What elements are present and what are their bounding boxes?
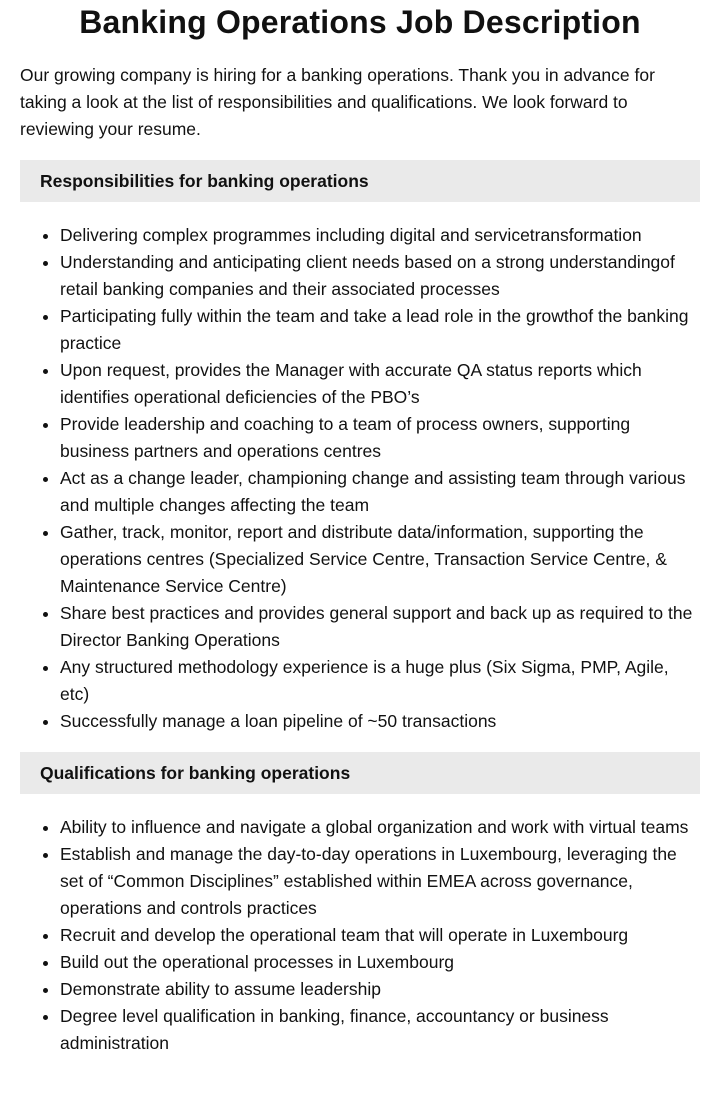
list-item: • Recruit and develop the operational team that will operate in Luxembourg: [60, 922, 700, 949]
list-item: • Degree level qualification in banking, finance, accountancy or business administration: [60, 1003, 700, 1057]
list-item: • Any structured methodology experience is a huge plus (Six Sigma, PMP, Agile, etc): [60, 654, 700, 708]
list-item: • Understanding and anticipating client needs based on a strong understandingof retail banking companies and their associated processes: [60, 249, 700, 303]
list-item: • Demonstrate ability to assume leadership: [60, 976, 700, 1003]
list-item: • Share best practices and provides general support and back up as required to the Director Banking Operations: [60, 600, 700, 654]
list-item: • Ability to influence and navigate a global organization and work with virtual teams: [60, 814, 700, 841]
list-item: • Delivering complex programmes including digital and servicetransformation: [60, 222, 700, 249]
list-item: • Successfully manage a loan pipeline of ~50 transactions: [60, 708, 700, 735]
list-item: • Gather, track, monitor, report and distribute data/information, supporting the operations centres (Specialized Service Centre, Transaction Service Centre, & Maintenance Service Centre): [60, 519, 700, 600]
responsibilities-list: [20, 222, 700, 735]
list-item: • Upon request, provides the Manager with accurate QA status reports which identifies operational deficiencies of the PBO’s: [60, 357, 700, 411]
qualifications-heading: Qualifications for banking operations: [20, 752, 700, 794]
list-item: • Provide leadership and coaching to a team of process owners, supporting business partners and operations centres: [60, 411, 700, 465]
list-item: • Build out the operational processes in Luxembourg: [60, 949, 700, 976]
list-item: • Establish and manage the day-to-day operations in Luxembourg, leveraging the set of “Common Disciplines” established within EMEA across governance, operations and controls practices: [60, 841, 700, 922]
list-item: • Participating fully within the team and take a lead role in the growthof the banking practice: [60, 303, 700, 357]
page-title: Banking Operations Job Description: [79, 4, 641, 40]
responsibilities-heading: Responsibilities for banking operations: [20, 160, 700, 202]
intro-paragraph: Our growing company is hiring for a banking operations. Thank you in advance for taking a look at the list of responsibilities and qualifications. We look forward to reviewing your resume.: [20, 65, 655, 139]
qualifications-list: [20, 814, 700, 1057]
list-item: • Act as a change leader, championing change and assisting team through various and multiple changes affecting the team: [60, 465, 700, 519]
